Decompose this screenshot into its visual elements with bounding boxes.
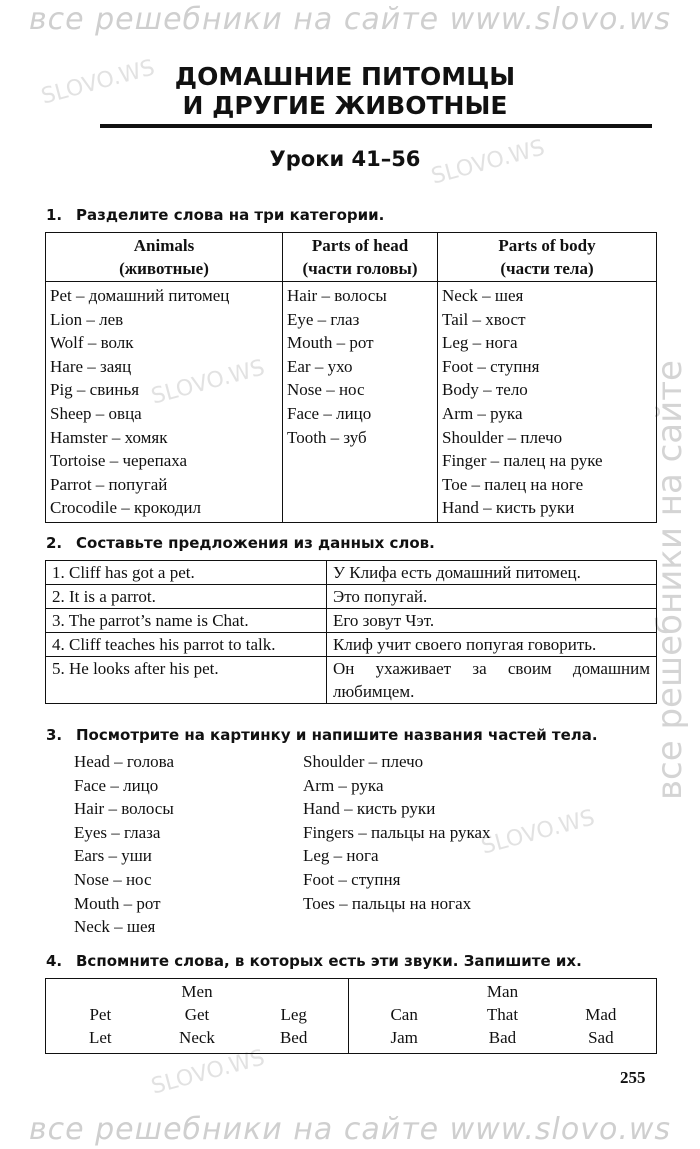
list-item: Arm – рука bbox=[442, 403, 523, 423]
word: Leg bbox=[280, 1005, 307, 1024]
title-line-2: И ДРУГИЕ ЖИВОТНЫЕ bbox=[182, 91, 508, 120]
task-text: Составьте предложения из данных слов. bbox=[76, 534, 435, 552]
task-number: 3. bbox=[46, 726, 63, 744]
watermark-mark: SLOVO.WS bbox=[428, 135, 548, 190]
task-number: 1. bbox=[46, 206, 63, 224]
list-item: Hair – волосы bbox=[74, 799, 174, 819]
task-1-heading bbox=[46, 206, 384, 224]
list-item: Pig – свинья bbox=[50, 380, 140, 400]
list-item: Leg – нога bbox=[303, 846, 379, 866]
header-animals bbox=[46, 233, 283, 282]
list-item: Mouth – рот bbox=[287, 333, 374, 353]
sound-group-words bbox=[52, 1003, 342, 1049]
sentence-ru: Это попугай. bbox=[327, 585, 657, 609]
watermark-mark: SLOVO.WS bbox=[478, 805, 598, 860]
word: Let bbox=[89, 1028, 112, 1047]
sentence-ru: Его зовут Чэт. bbox=[327, 609, 657, 633]
word: Jam bbox=[390, 1028, 418, 1047]
watermark-top: все решебники на сайте www.slovo.ws bbox=[28, 2, 672, 37]
list-item: Lion – лев bbox=[50, 309, 124, 329]
list-item: Nose – нос bbox=[287, 380, 365, 400]
table-row bbox=[46, 585, 657, 609]
list-item: Body – тело bbox=[442, 380, 528, 400]
title-line-1: ДОМАШНИЕ ПИТОМЦЫ bbox=[174, 62, 516, 91]
body-column bbox=[438, 282, 657, 523]
list-item: Hamster – хомяк bbox=[50, 427, 168, 447]
header-line: (животные) bbox=[119, 259, 209, 278]
watermark-mark: SLOVO.WS bbox=[148, 1045, 268, 1100]
word: Mad bbox=[585, 1005, 617, 1024]
watermark-mark: SLOVO.WS bbox=[38, 55, 158, 110]
list-item: Leg – нога bbox=[442, 333, 518, 353]
task-3-heading bbox=[46, 726, 598, 744]
list-item: Finger – палец на руке bbox=[442, 451, 603, 471]
body-parts-list-right bbox=[303, 750, 491, 915]
sounds-table bbox=[45, 978, 657, 1054]
list-item: Hair – волосы bbox=[287, 286, 387, 305]
body-parts-list-left bbox=[74, 750, 174, 939]
list-item: Ear – ухо bbox=[287, 356, 353, 376]
table-row bbox=[46, 657, 657, 704]
task-text: Вспомните слова, в которых есть эти звуки. Запишите их. bbox=[76, 952, 582, 970]
sound-group-man bbox=[349, 979, 657, 1054]
task-2-heading bbox=[46, 534, 435, 552]
list-item: Neck – шея bbox=[74, 917, 156, 937]
list-item: Sheep – овца bbox=[50, 403, 142, 423]
word: Can bbox=[390, 1005, 418, 1024]
title-rule bbox=[100, 124, 652, 128]
categories-table bbox=[45, 232, 657, 523]
table-row bbox=[46, 561, 657, 585]
list-item: Foot – ступня bbox=[303, 869, 401, 889]
list-item: Hand – кисть руки bbox=[303, 799, 436, 819]
header-line: (части головы) bbox=[302, 259, 418, 278]
header-line: (части тела) bbox=[500, 259, 594, 278]
sentence-ru: Он ухаживает за своим домашним любимцем. bbox=[327, 657, 657, 704]
head-column bbox=[283, 282, 438, 523]
list-item: Tortoise – черепаха bbox=[50, 451, 188, 471]
watermark-mark: SLOVO.WS bbox=[148, 355, 268, 410]
word: Neck bbox=[179, 1028, 215, 1047]
sentence-en: 4. Cliff teaches his parrot to talk. bbox=[46, 633, 327, 657]
sentences-table bbox=[45, 560, 657, 704]
list-item: Neck – шея bbox=[442, 286, 524, 305]
list-item: Toe – палец на ноге bbox=[442, 474, 584, 494]
animals-column bbox=[46, 282, 283, 523]
header-line: Parts of head bbox=[311, 236, 409, 255]
header-parts-of-body bbox=[438, 233, 657, 282]
list-item: Eye – глаз bbox=[287, 309, 360, 329]
list-item: Foot – ступня bbox=[442, 356, 540, 376]
header-parts-of-head bbox=[283, 233, 438, 282]
list-item: Ears – уши bbox=[74, 846, 152, 866]
sentence-en: 5. He looks after his pet. bbox=[46, 657, 327, 704]
sound-group-title: Men bbox=[181, 982, 213, 1001]
task-number: 4. bbox=[46, 952, 63, 970]
list-item: Tooth – зуб bbox=[287, 427, 367, 447]
page-title bbox=[100, 62, 590, 120]
word: That bbox=[486, 1005, 519, 1024]
sentence-en: 3. The parrot’s name is Chat. bbox=[46, 609, 327, 633]
task-text: Разделите слова на три категории. bbox=[76, 206, 385, 224]
sound-group-words bbox=[355, 1003, 650, 1049]
list-item: Shoulder – плечо bbox=[442, 427, 563, 447]
list-item: Shoulder – плечо bbox=[303, 752, 424, 771]
table-row bbox=[46, 979, 657, 1054]
table-body-row bbox=[46, 282, 657, 523]
task-text: Посмотрите на картинку и напишите названия частей тела. bbox=[76, 726, 598, 744]
watermark-side: все решебники на сайте bbox=[650, 360, 690, 800]
header-line: Animals bbox=[133, 236, 195, 255]
list-item: Nose – нос bbox=[74, 869, 152, 889]
word: Bad bbox=[488, 1028, 517, 1047]
sentence-en: 1. Cliff has got a pet. bbox=[46, 561, 327, 585]
list-item: Tail – хвост bbox=[442, 309, 526, 329]
lessons-subtitle: Уроки 41–56 bbox=[269, 147, 421, 171]
list-item: Parrot – попугай bbox=[50, 474, 168, 494]
word: Pet bbox=[89, 1005, 112, 1024]
table-row bbox=[46, 633, 657, 657]
list-item: Pet – домашний питомец bbox=[50, 286, 230, 305]
task-number: 2. bbox=[46, 534, 63, 552]
header-line: Parts of body bbox=[498, 236, 596, 255]
task-4-heading bbox=[46, 952, 582, 970]
sentence-en: 2. It is a parrot. bbox=[46, 585, 327, 609]
sentence-ru: Клиф учит своего попугая говорить. bbox=[327, 633, 657, 657]
list-item: Eyes – глаза bbox=[74, 822, 161, 842]
list-item: Arm – рука bbox=[303, 775, 384, 795]
sentence-ru: У Клифа есть домашний питомец. bbox=[327, 561, 657, 585]
list-item: Hand – кисть руки bbox=[442, 498, 575, 518]
word: Sad bbox=[588, 1028, 614, 1047]
list-item: Face – лицо bbox=[74, 775, 159, 795]
list-item: Mouth – рот bbox=[74, 893, 161, 913]
sound-group-men bbox=[46, 979, 349, 1054]
word: Bed bbox=[279, 1028, 308, 1047]
sound-group-title: Man bbox=[486, 982, 519, 1001]
list-item: Fingers – пальцы на руках bbox=[303, 822, 491, 842]
list-item: Toes – пальцы на ногах bbox=[303, 893, 472, 913]
list-item: Hare – заяц bbox=[50, 356, 132, 376]
word: Get bbox=[184, 1005, 210, 1024]
page-number: 255 bbox=[620, 1068, 646, 1087]
watermark-bottom: все решебники на сайте www.slovo.ws bbox=[28, 1112, 672, 1147]
list-item: Head – голова bbox=[74, 752, 175, 771]
list-item: Face – лицо bbox=[287, 403, 372, 423]
table-header-row bbox=[46, 233, 657, 282]
list-item: Crocodile – крокодил bbox=[50, 498, 201, 518]
list-item: Wolf – волк bbox=[50, 333, 134, 353]
table-row bbox=[46, 609, 657, 633]
